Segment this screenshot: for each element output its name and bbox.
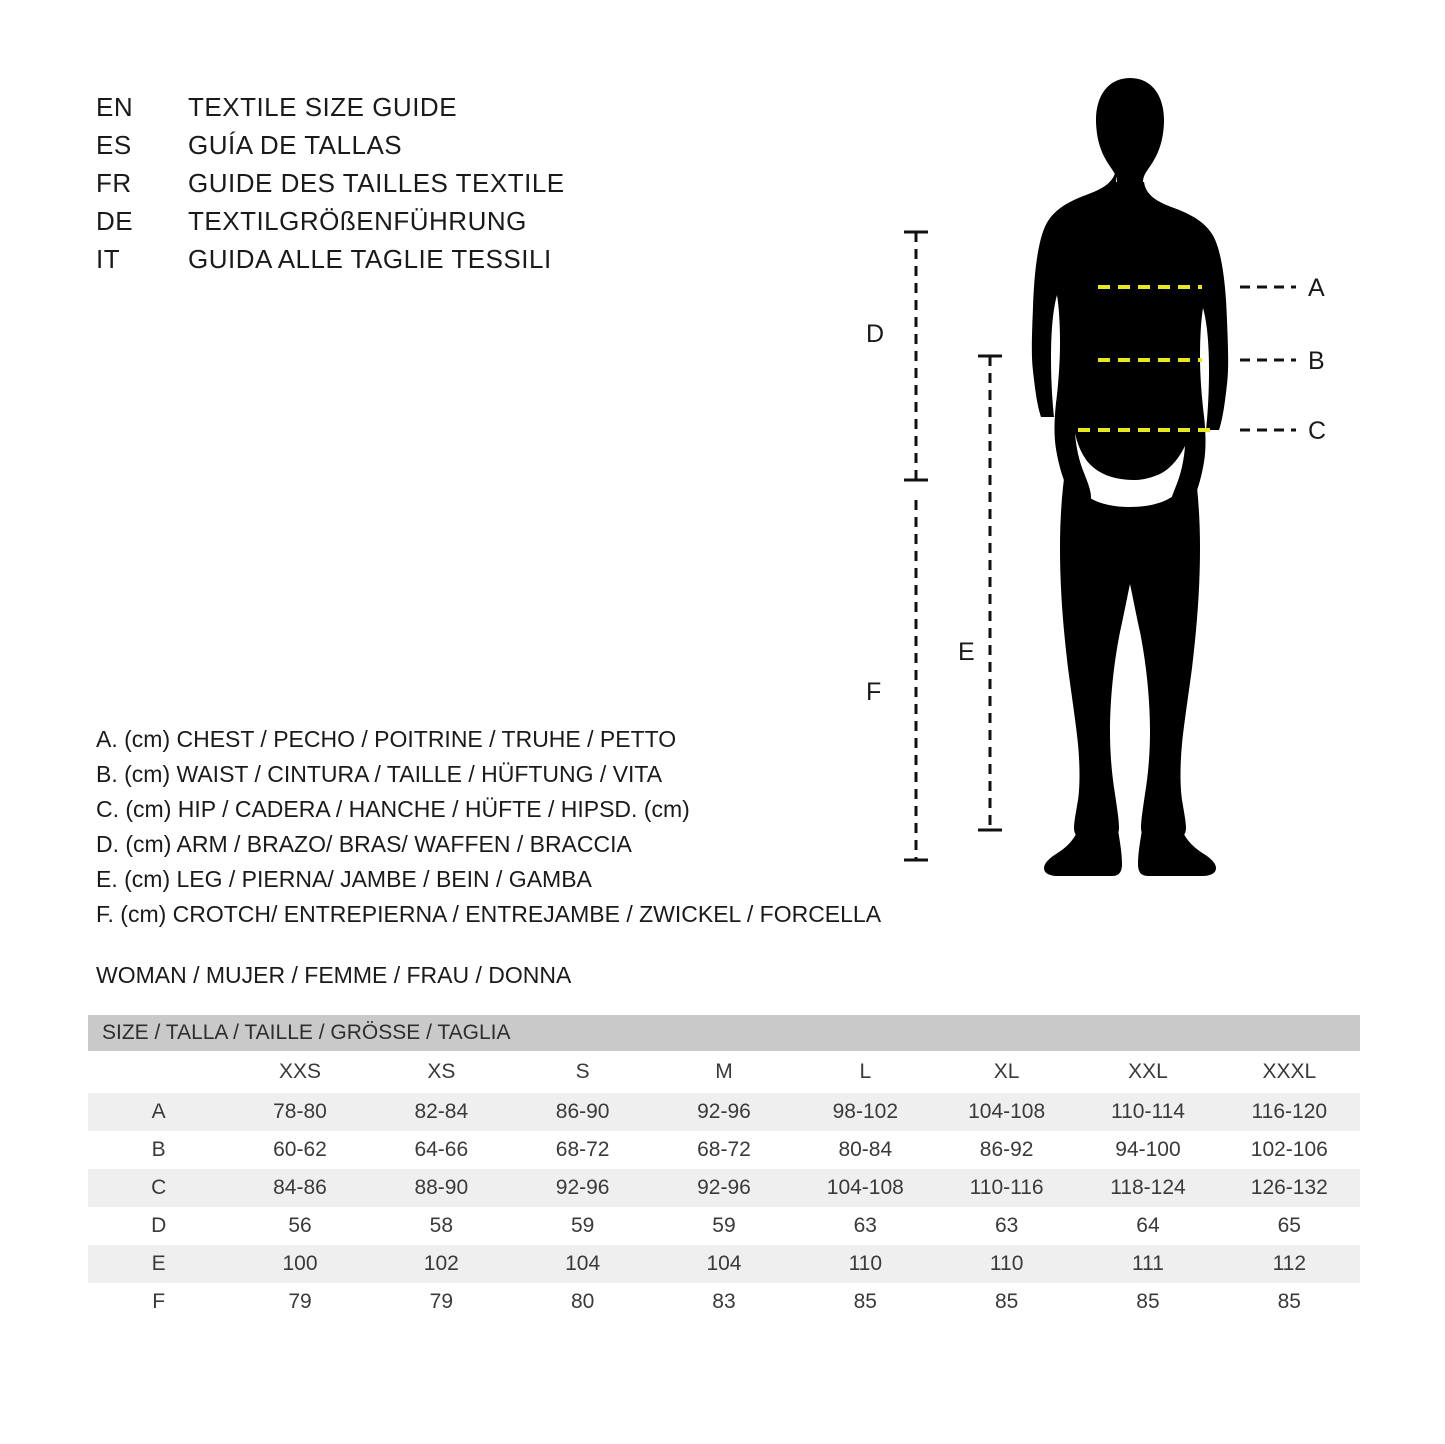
column-header-xxl: XXL xyxy=(1077,1051,1218,1093)
label-leg-e: E xyxy=(958,638,975,666)
cell-c-xxxl: 126-132 xyxy=(1219,1169,1360,1207)
cell-b-s: 68-72 xyxy=(512,1131,653,1169)
silhouette-figure xyxy=(830,60,1400,910)
column-header-xxs: XXS xyxy=(229,1051,370,1093)
cell-e-xl: 110 xyxy=(936,1245,1077,1283)
cell-d-m: 59 xyxy=(653,1207,794,1245)
title-lang-es: ES xyxy=(96,130,132,160)
table-row xyxy=(88,1207,1360,1245)
cell-c-m: 92-96 xyxy=(653,1169,794,1207)
cell-f-xs: 79 xyxy=(371,1283,512,1321)
woman-silhouette-shape xyxy=(1032,78,1228,876)
cell-d-s: 59 xyxy=(512,1207,653,1245)
table-column-row xyxy=(88,1051,1360,1093)
cell-c-s: 92-96 xyxy=(512,1169,653,1207)
cell-b-xs: 64-66 xyxy=(371,1131,512,1169)
label-crotch-f: F xyxy=(866,678,882,706)
cell-a-s: 86-90 xyxy=(512,1093,653,1131)
row-label-b: B xyxy=(88,1131,229,1169)
label-chest-a: A xyxy=(1308,274,1325,302)
cell-a-xxs: 78-80 xyxy=(229,1093,370,1131)
cell-b-xxl: 94-100 xyxy=(1077,1131,1218,1169)
title-row xyxy=(96,168,565,206)
size-table xyxy=(88,1015,1360,1321)
cell-d-xxxl: 65 xyxy=(1219,1207,1360,1245)
cell-a-xl: 104-108 xyxy=(936,1093,1077,1131)
cell-f-xl: 85 xyxy=(936,1283,1077,1321)
column-header-m: M xyxy=(653,1051,794,1093)
cell-e-xxs: 100 xyxy=(229,1245,370,1283)
cell-e-xxxl: 112 xyxy=(1219,1245,1360,1283)
cell-c-xl: 110-116 xyxy=(936,1169,1077,1207)
measurement-legend xyxy=(96,722,881,932)
cell-d-xs: 58 xyxy=(371,1207,512,1245)
size-group-label: WOMAN / MUJER / FEMME / FRAU / DONNA xyxy=(96,962,572,988)
cell-c-l: 104-108 xyxy=(795,1169,936,1207)
cell-e-l: 110 xyxy=(795,1245,936,1283)
cell-a-l: 98-102 xyxy=(795,1093,936,1131)
column-header-s: S xyxy=(512,1051,653,1093)
body-measurement-diagram xyxy=(830,60,1400,900)
cell-b-m: 68-72 xyxy=(653,1131,794,1169)
cell-f-xxl: 85 xyxy=(1077,1283,1218,1321)
table-row xyxy=(88,1169,1360,1207)
label-arm-d: D xyxy=(866,320,885,348)
title-row xyxy=(96,244,565,282)
cell-c-xs: 88-90 xyxy=(371,1169,512,1207)
label-waist-b: B xyxy=(1308,347,1325,375)
cell-a-m: 92-96 xyxy=(653,1093,794,1131)
cell-a-xs: 82-84 xyxy=(371,1093,512,1131)
row-label-c: C xyxy=(88,1169,229,1207)
row-label-f: F xyxy=(88,1283,229,1321)
cell-f-s: 80 xyxy=(512,1283,653,1321)
table-header-label: SIZE / TALLA / TAILLE / GRÖSSE / TAGLIA xyxy=(88,1015,1360,1051)
cell-c-xxs: 84-86 xyxy=(229,1169,370,1207)
table-header-row xyxy=(88,1015,1360,1051)
cell-b-xl: 86-92 xyxy=(936,1131,1077,1169)
column-header-xxxl: XXXL xyxy=(1219,1051,1360,1093)
cell-a-xxl: 110-114 xyxy=(1077,1093,1218,1131)
cell-e-s: 104 xyxy=(512,1245,653,1283)
title-lang-de: DE xyxy=(96,206,134,236)
title-text-en: TEXTILE SIZE GUIDE xyxy=(188,92,458,122)
table-row xyxy=(88,1131,1360,1169)
title-lang-fr: FR xyxy=(96,168,132,198)
legend-item-d: D. (cm) ARM / BRAZO/ BRAS/ WAFFEN / BRACCIA xyxy=(96,831,632,857)
size-table-wrapper xyxy=(88,1015,1360,1321)
cell-f-xxs: 79 xyxy=(229,1283,370,1321)
cell-d-xl: 63 xyxy=(936,1207,1077,1245)
column-header-xs: XS xyxy=(371,1051,512,1093)
legend-item-a: A. (cm) CHEST / PECHO / POITRINE / TRUHE / PETTO xyxy=(96,726,677,752)
cell-f-xxxl: 85 xyxy=(1219,1283,1360,1321)
cell-c-xxl: 118-124 xyxy=(1077,1169,1218,1207)
cell-b-l: 80-84 xyxy=(795,1131,936,1169)
cell-e-m: 104 xyxy=(653,1245,794,1283)
row-label-d: D xyxy=(88,1207,229,1245)
cell-d-l: 63 xyxy=(795,1207,936,1245)
title-text-es: GUÍA DE TALLAS xyxy=(188,130,403,160)
title-row xyxy=(96,206,565,244)
title-row xyxy=(96,130,565,168)
cell-f-l: 85 xyxy=(795,1283,936,1321)
cell-d-xxs: 56 xyxy=(229,1207,370,1245)
legend-item-f: F. (cm) CROTCH/ ENTREPIERNA / ENTREJAMBE / ZWICKEL / FORCELLA xyxy=(96,901,882,927)
column-header-xl: XL xyxy=(936,1051,1077,1093)
cell-e-xs: 102 xyxy=(371,1245,512,1283)
row-label-e: E xyxy=(88,1245,229,1283)
legend-item-b: B. (cm) WAIST / CINTURA / TAILLE / HÜFTUNG / VITA xyxy=(96,761,663,787)
title-block xyxy=(96,92,565,282)
table-corner-cell xyxy=(88,1051,229,1093)
label-hip-c: C xyxy=(1308,417,1327,445)
title-text-fr: GUIDE DES TAILLES TEXTILE xyxy=(188,168,565,198)
cell-f-m: 83 xyxy=(653,1283,794,1321)
cell-a-xxxl: 116-120 xyxy=(1219,1093,1360,1131)
table-row xyxy=(88,1093,1360,1131)
table-row xyxy=(88,1245,1360,1283)
title-text-it: GUIDA ALLE TAGLIE TESSILI xyxy=(188,244,552,274)
cell-b-xxxl: 102-106 xyxy=(1219,1131,1360,1169)
table-row xyxy=(88,1283,1360,1321)
cell-d-xxl: 64 xyxy=(1077,1207,1218,1245)
title-lang-en: EN xyxy=(96,92,134,122)
legend-item-c: C. (cm) HIP / CADERA / HANCHE / HÜFTE / HIPSD. (cm) xyxy=(96,796,690,822)
title-lang-it: IT xyxy=(96,244,121,274)
title-text-de: TEXTILGRÖßENFÜHRUNG xyxy=(188,206,527,236)
title-row xyxy=(96,92,565,130)
cell-e-xxl: 111 xyxy=(1077,1245,1218,1283)
row-label-a: A xyxy=(88,1093,229,1131)
cell-b-xxs: 60-62 xyxy=(229,1131,370,1169)
legend-item-e: E. (cm) LEG / PIERNA/ JAMBE / BEIN / GAMBA xyxy=(96,866,592,892)
column-header-l: L xyxy=(795,1051,936,1093)
